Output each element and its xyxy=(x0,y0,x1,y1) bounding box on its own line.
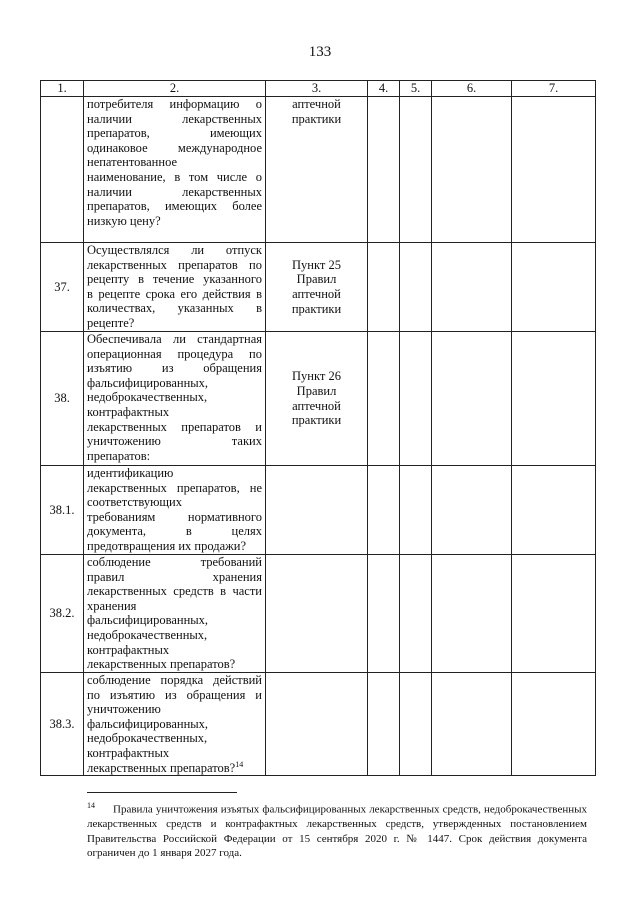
item-number: 38.2. xyxy=(41,555,84,673)
reference-line: аптечной xyxy=(292,398,341,413)
question-line: препаратов: xyxy=(87,448,151,463)
question-line: рецепте? xyxy=(87,315,135,330)
header-col-6: 6. xyxy=(432,81,512,97)
question-line: изъятию из обращения xyxy=(87,361,262,376)
table-row xyxy=(41,332,596,466)
footnote-mark: 14 xyxy=(87,801,95,810)
header-row xyxy=(41,81,596,97)
header-col-2: 2. xyxy=(84,81,266,97)
question-line: уничтожению xyxy=(87,702,161,717)
question-line: непатентованное xyxy=(87,155,178,170)
header-col-4: 4. xyxy=(368,81,400,97)
reference-line: практики xyxy=(291,111,342,126)
question-line: соответствующих xyxy=(87,495,182,510)
page-number: 133 xyxy=(308,44,332,60)
empty-cell-col-6 xyxy=(432,332,512,466)
item-number: 37. xyxy=(41,243,84,332)
reference-line: аптечной xyxy=(292,287,341,301)
question-line: наличии лекарственных xyxy=(87,111,262,126)
question-line: лекарственных препаратов?$^{14}$ xyxy=(87,759,244,775)
question-cell xyxy=(84,555,266,673)
question-line: хранения xyxy=(87,598,137,613)
table-row xyxy=(41,555,596,673)
question-line: фальсифицированных, xyxy=(87,613,209,628)
question-line: недоброкачественных, xyxy=(87,627,208,642)
empty-cell-col-7 xyxy=(512,466,596,555)
reference-line: практики xyxy=(291,301,342,316)
legal-reference-cell xyxy=(266,332,368,466)
question-line: количествах, указанных в xyxy=(87,301,262,316)
question-line: идентификацию xyxy=(87,466,174,480)
empty-cell-col-6 xyxy=(432,555,512,673)
question-line: контрафактных xyxy=(87,745,170,760)
question-line: лекарственных средств в части xyxy=(87,584,262,599)
reference-line: аптечной xyxy=(292,97,341,111)
question-line: лекарственных препаратов, не xyxy=(87,480,262,495)
empty-cell-col-4 xyxy=(368,673,400,776)
table-row xyxy=(41,97,596,243)
table-row xyxy=(41,466,596,555)
item-number xyxy=(41,97,84,243)
empty-cell-col-5 xyxy=(400,97,432,243)
item-number: 38.3. xyxy=(41,673,84,776)
question-line: правил хранения xyxy=(87,569,262,584)
question-cell xyxy=(84,243,266,332)
reference-line: практики xyxy=(291,413,342,428)
question-line: недоброкачественных, xyxy=(87,731,208,746)
footnote-separator xyxy=(87,792,237,793)
question-line: Осуществлялся ли отпуск xyxy=(87,243,262,257)
question-line: фальсифицированных, xyxy=(87,716,209,731)
empty-cell-col-4 xyxy=(368,466,400,555)
question-line: недоброкачественных, xyxy=(87,390,208,405)
header-col-3: 3. xyxy=(266,81,368,97)
question-line: предотвращения их продажи? xyxy=(87,538,247,553)
question-line: потребителя информацию о xyxy=(87,97,262,111)
empty-cell-col-4 xyxy=(368,97,400,243)
legal-reference-cell xyxy=(266,97,368,243)
question-cell xyxy=(84,466,266,555)
question-line: препаратов, имеющих xyxy=(87,126,262,141)
checklist-table xyxy=(40,80,596,776)
empty-cell-col-6 xyxy=(432,673,512,776)
header-col-5: 5. xyxy=(400,81,432,97)
empty-cell-col-6 xyxy=(432,466,512,555)
legal-reference-cell xyxy=(266,466,368,555)
question-line: наличии лекарственных xyxy=(87,184,262,199)
legal-reference-cell xyxy=(266,555,368,673)
empty-cell-col-7 xyxy=(512,97,596,243)
question-line: наименование, в том числе о xyxy=(87,169,262,184)
empty-cell-col-6 xyxy=(432,243,512,332)
question-cell xyxy=(84,97,266,243)
legal-reference-cell xyxy=(266,243,368,332)
question-line: требованиям нормативного xyxy=(87,509,262,524)
empty-cell-col-4 xyxy=(368,332,400,466)
empty-cell-col-4 xyxy=(368,555,400,673)
question-line: операционная процедура по xyxy=(87,346,262,361)
question-line: лекарственных препаратов и xyxy=(87,419,262,434)
reference-line: Правил xyxy=(296,383,337,398)
legal-reference-cell xyxy=(266,673,368,776)
question-line: соблюдение порядка действий xyxy=(87,673,262,687)
question-line: соблюдение требований xyxy=(87,555,262,569)
empty-cell-col-5 xyxy=(400,466,432,555)
empty-cell-col-7 xyxy=(512,673,596,776)
empty-cell-col-6 xyxy=(432,97,512,243)
header-col-1: 1. xyxy=(41,81,84,97)
reference-line: Правил xyxy=(296,272,337,287)
question-line: рецепту в течение указанного xyxy=(87,272,262,287)
question-line: документа, в целях xyxy=(87,524,262,539)
item-number: 38.1. xyxy=(41,466,84,555)
item-number: 38. xyxy=(41,332,84,466)
question-line: препаратов, имеющих более xyxy=(87,199,262,214)
empty-cell-col-5 xyxy=(400,243,432,332)
question-line: лекарственных препаратов по xyxy=(87,257,262,272)
question-line: контрафактных xyxy=(87,642,170,657)
question-line: низкую цену? xyxy=(87,213,161,228)
question-line: уничтожению таких xyxy=(87,434,262,449)
footnote-text: Правила уничтожения изъятых фальсифицированных лекарственных средств, недоброкачественных лекарственных средств и контрафактных лекарственных средств, утвержденных постановлением Правительства Российской Федерации от 15 сентября 2020 г. № 1447. Срок действия документа ограничен до 1 января 2027 года. xyxy=(87,803,587,860)
question-cell xyxy=(84,332,266,466)
reference-line: Пункт 25 xyxy=(292,257,341,272)
question-line: по изъятию из обращения и xyxy=(87,687,262,702)
empty-cell-col-5 xyxy=(400,555,432,673)
question-line: контрафактных xyxy=(87,404,170,419)
empty-cell-col-5 xyxy=(400,332,432,466)
empty-cell-col-4 xyxy=(368,243,400,332)
empty-cell-col-7 xyxy=(512,332,596,466)
footnote-reference: 14 xyxy=(235,759,244,769)
empty-cell-col-5 xyxy=(400,673,432,776)
footnote xyxy=(87,799,587,861)
question-line: лекарственных препаратов? xyxy=(87,657,236,672)
empty-cell-col-7 xyxy=(512,555,596,673)
question-line: одинаковое международное xyxy=(87,140,262,155)
question-line: Обеспечивала ли стандартная xyxy=(87,332,262,346)
empty-cell-col-7 xyxy=(512,243,596,332)
table-row xyxy=(41,673,596,776)
question-line: фальсифицированных, xyxy=(87,375,209,390)
table-row xyxy=(41,243,596,332)
question-line: в рецепте срока его действия в xyxy=(87,286,262,301)
question-cell xyxy=(84,673,266,776)
header-col-7: 7. xyxy=(512,81,596,97)
reference-line: Пункт 26 xyxy=(292,369,341,384)
